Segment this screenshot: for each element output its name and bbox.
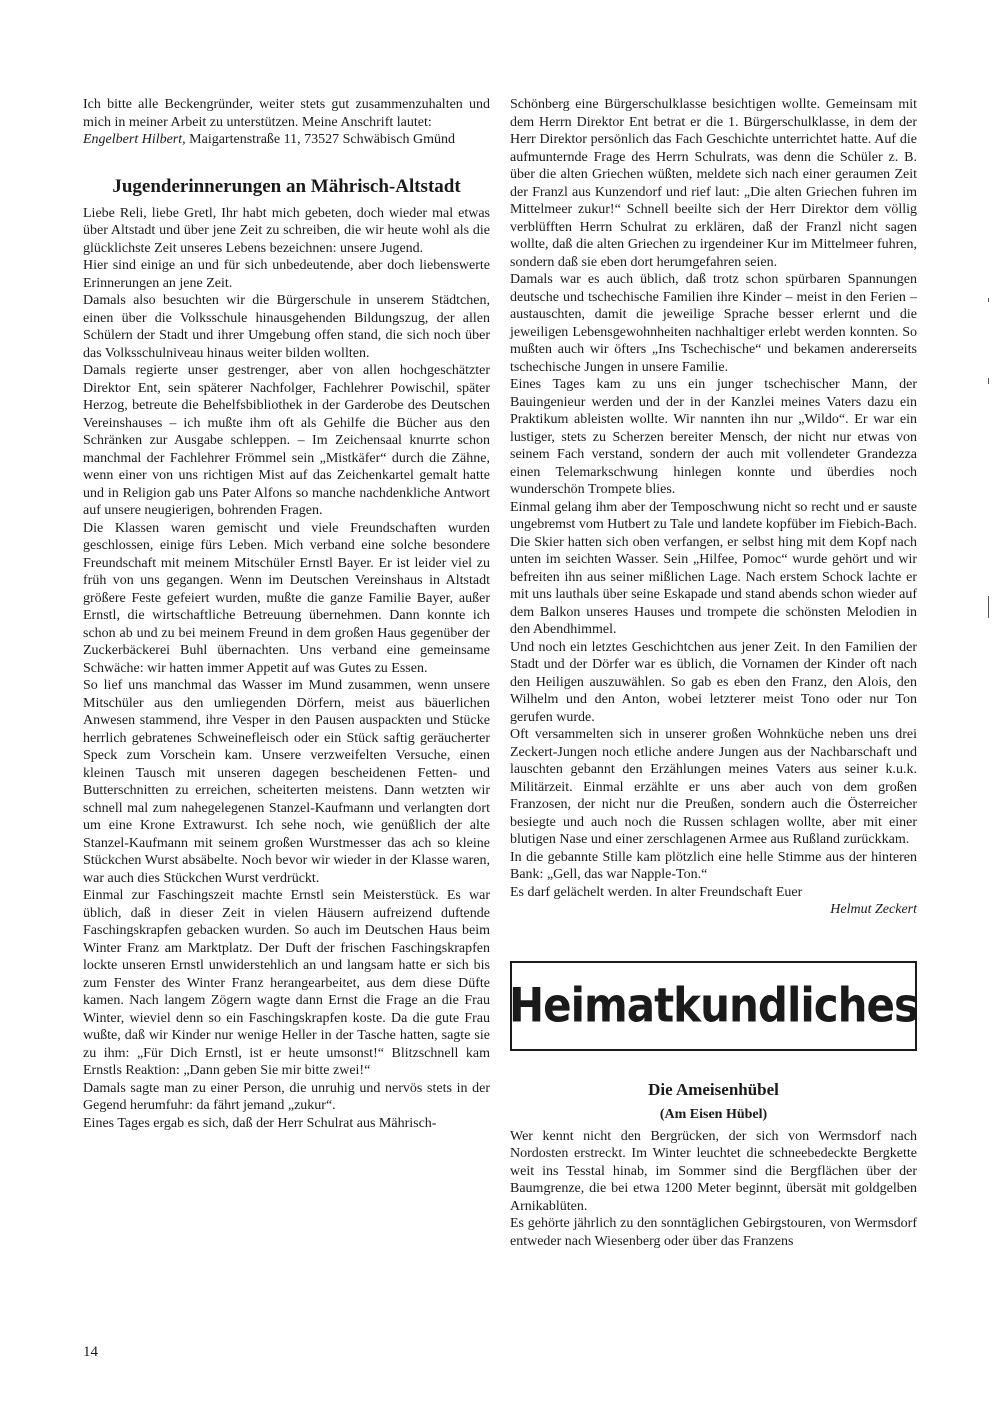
address-rest: Maigartenstraße 11, 73527 Schwäbisch Gmünd	[185, 132, 455, 147]
section-subheading: (Am Eisen Hübel)	[659, 1106, 768, 1122]
paragraph: Und noch ein letztes Geschichtchen aus jener Zeit. In den Familien der Stadt und der Dörfer war es üblich, die Vornamen der Kinder oft nach den Heiligen auszuwählen. So gab es eben den Franz, den Alois, den Wilhelm und den Anton, wobei letzterer meist Tono oder nur Ton gerufen wurde.	[510, 639, 917, 725]
paragraph: In die gebannte Stille kam plötzlich eine helle Stimme aus der hinteren Bank: „Gell, das war Napple-Ton.“	[510, 849, 917, 882]
paragraph: Eines Tages kam zu uns ein junger tschechischer Mann, der Bauingenieur werden und der in der Kanzlei meines Vaters dazu ein Praktikum ableisten wollte. Wir nannten ihn nur „Wildo“. Er war ein lustiger, stets zu Scherzen bereiter Mensch, der nicht nur etwas von seinem Fach verstand, sondern der auch mit vollendeter Grandezza einen Telemarkschwung hinlegen konnte und überdies noch wunderschön Trompete blies.	[510, 377, 917, 497]
paragraph: Liebe Reli, liebe Gretl, Ihr habt mich gebeten, doch wieder mal etwas über Altstadt und über jene Zeit zu schreiben, die wir heute wohl als die glücklichste Zeit unseres Lebens bezeichnen: unsere Jugend.	[83, 205, 490, 256]
section-heading: Die Ameisenhübel	[648, 1079, 779, 1099]
address-name: Engelbert Hilbert,	[83, 132, 186, 147]
paragraph: Einmal zur Faschingszeit machte Ernstl sein Meisterstück. Es war üblich, daß in dieser Zeit in vielen Häusern aufreizend duftende Faschingskrapfen gebacken wurden. So auch im Deutschen Haus beim Winter Franz am Marktplatz. Der Duft der frischen Faschingskrapfen lockte unseren Ernstl unwiderstehlich an und langsam hatte er sich bis zum Fenster des Winter Franz herangearbeitet, aus dem diese Düfte kamen. Nach langem Zögern wagte dann Ernst die Frage an die Frau Winter, wieviel denn so ein Faschingskrapfen koste. Da die gute Frau wußte, daß wir Kinder nur wenige Heller in der Tasche hatten, sagte sie zu ihm: „Für Dich Ernstl, ist er heute umsonst!“ Blitzschnell kam Ernstls Reaktion: „Dann geben Sie mir bitte zwei!“	[83, 888, 490, 1078]
paragraph: Oft versammelten sich in unserer großen Wohnküche neben uns drei Zeckert-Jungen noch etliche andere Jungen aus der Nachbarschaft und lauschten gebannt den Erzählungen meines Vaters aus seiner k.u.k. Militärzeit. Einmal erzählte er uns aber auch von dem großen Franzosen, der nicht nur die Preußen, sondern auch die Österreicher besiegte und auch noch die Russen schlagen wollte, aber mit einer blutigen Nase und einer zerschlagenen Armee aus Rußland zurückkam.	[510, 727, 917, 847]
page-number: 14	[83, 1344, 98, 1360]
paragraph: So lief uns manchmal das Wasser im Mund zusammen, wenn unsere Mitschüler aus den umliegenden Dörfern, meist aus bäuerlichen Anwesen stammend, ihre Vesper in den Pausen auspackten und Stücke herrlich gebratenes Schweinefleisch oder ein Stück saftig geräucherter Speck zum Vorschein kam. Unsere verzweifelten Versuche, einen kleinen Tausch mit unseren dagegen bescheidenen Fetten- und Butterschnitten zu erreichen, scheiterten meistens. Dann wetzten wir schnell mal zum nahegelegenen Stanzel-Kaufmann und verlangten dort um eine Krone Extrawurst. Ich sehe noch, wie genüßlich der alte Stanzel-Kaufmann mit seinem großen Wurstmesser das ach so kleine Stückchen Wurst absäbelte. Noch bevor wir wieder in der Klasse waren, war auch dies Stückchen Wurst verdrückt.	[83, 678, 490, 886]
section-banner-text: Heimatkundliches	[508, 977, 919, 1033]
paragraph: Einmal gelang ihm aber der Temposchwung nicht so recht und er sauste ungebremst vom Hutbert zu Tale und landete kopfüber im Fiebich-Bach. Die Skier hatten sich oben verfangen, er selbst hing mit dem Kopf nach unten im seichten Wasser. Sein „Hilfee, Pomoc“ wurde gehört und wir befreiten ihn aus seiner mißlichen Lage. Nach erstem Schock lachte er mit uns lauthals über seine Eskapade und stand abends schon wieder auf dem Balkon unseres Hauses und trompete die schönsten Melodien in den Abendhimmel.	[510, 499, 917, 637]
paragraph: Die Klassen waren gemischt und viele Freundschaften wurden geschlossen, einige fürs Leben. Mich verband eine solche besondere Freundschaft mit meinem Mitschüler Ernstl Bayer. Er ist leider viel zu früh von uns gegangen. Wenn im Deutschen Vereinshaus in Altstadt größere Feste gefeiert wurden, mußte die ganze Familie Bayer, außer Ernstl, die wirtschaftliche Betreuung übernehmen. Dann konnte ich schon ab und zu bei meinem Freund in dem großen Haus gegenüber der Zuckerbäckerei Buhl übernachten. Uns verband eine gemeinsame Schwäche: wir hatten immer Appetit auf was Gutes zu Essen.	[83, 520, 490, 676]
paragraph: Wer kennt nicht den Bergrücken, der sich von Wermsdorf nach Nordosten erstreckt. Im Winter leuchtet die schneebedeckte Bergkette weit ins Tesstal hinab, im Sommer sind die Bergflächen über der Baumgrenze, die bei etwa 1200 Meter beginnt, übersät mit goldgelben Arnikablüten.	[510, 1128, 917, 1214]
paragraph: Damals regierte unser gestrenger, aber von allen hochgeschätzter Direktor Ent, sein späterer Nachfolger, Fachlehrer Powischil, später Herzog, betreute die Behelfsbibliothek in der Garderobe des Deutschen Vereinshauses – ich mußte ihm oft als Gehilfe die Bücher aus den Schränken zur Ausgabe schleppen. – Im Zeichensaal knurrte schon manchmal der Fachlehrer Frömmel sein „Mistkäfer“ durch die Zähne, wenn einer von uns richtigen Mist auf das Zeichenkartel gemalt hatte und in Religion gab uns Pater Alfons so manche nachdenkliche Antwort auf unsere neugierigen, bohrenden Fragen.	[83, 363, 490, 518]
paragraph: Eines Tages ergab es sich, daß der Herr Schulrat aus Mährisch-	[83, 1115, 437, 1131]
left-column	[83, 96, 490, 1132]
article-heading: Jugenderinnerungen an Mährisch-Altstadt	[112, 175, 461, 197]
paragraph: Schönberg eine Bürgerschulklasse besichtigen wollte. Gemeinsam mit dem Herrn Direktor Ent betrat er die 1. Bürgerschulklasse, in dem der Herr Direktor persönlich das Fach Geschichte unterrichtet hatte. Auf die aufmunternde Frage des Herrn Schulrats, was denn die Schüler z. B. über die alten Griechen wüßten, meldete sich nach einer geraumen Zeit der Franzl aus Kunzendorf und rief laut: „Die alten Griechen fuhren im Mittelmeer zukur!“ Schnell beeilte sich der Herr Direktor dem völlig verblüfften Herrn Schulrat zu erklären, daß der Franzl nicht sagen wollte, daß die alten Griechen zu irgendeiner Kur im Mittelmeer fuhren, sondern daß sie eben dort herumgefahren seien.	[510, 97, 917, 270]
paragraph: Hier sind einige an und für sich unbedeutende, aber doch liebenswerte Erinnerungen an jene Zeit.	[83, 258, 490, 291]
address	[83, 131, 490, 149]
right-column	[510, 96, 917, 1250]
paragraph: Es darf gelächelt werden. In alter Freundschaft Euer	[510, 884, 803, 900]
scan-mark	[988, 298, 989, 302]
paragraph: Es gehörte jährlich zu den sonntäglichen Gebirgstouren, von Wermsdorf entweder nach Wiesenberg oder über das Franzens	[510, 1216, 917, 1249]
scan-mark	[988, 378, 989, 384]
paragraph: Damals also besuchten wir die Bürgerschule in unserem Städtchen, einen über die Volksschule hinausgehenden Bildungszug, der allen Schülern der Stadt und ihrer Umgebung offen stand, die sich noch über das Volksschulniveau hinaus weiter bilden wollten.	[83, 293, 490, 361]
author-signature: Helmut Zeckert	[830, 902, 917, 917]
paragraph: Damals sagte man zu einer Person, die unruhig und nervös stets in der Gegend herumfuhr: da fährt jemand „zukur“.	[83, 1080, 490, 1113]
scan-mark	[988, 596, 989, 618]
paragraph: Damals war es auch üblich, daß trotz schon spürbaren Spannungen deutsche und tschechische Familien ihre Kinder – meist in den Ferien – austauschten, damit die jeweilige Sprache besser erlernt und die jeweiligen Lebensgewohnheiten nachhaltiger erlebt werden konnten. So mußten auch wir öfters „Ins Tschechische“ und bekamen andererseits tschechische Jungen in unsere Familie.	[510, 272, 917, 375]
section-banner	[510, 961, 917, 1051]
intro-paragraph: Ich bitte alle Beckengründer, weiter stets gut zusammenzuhalten und mich in meiner Arbeit zu unterstützen. Meine Anschrift lautet:	[83, 97, 490, 130]
